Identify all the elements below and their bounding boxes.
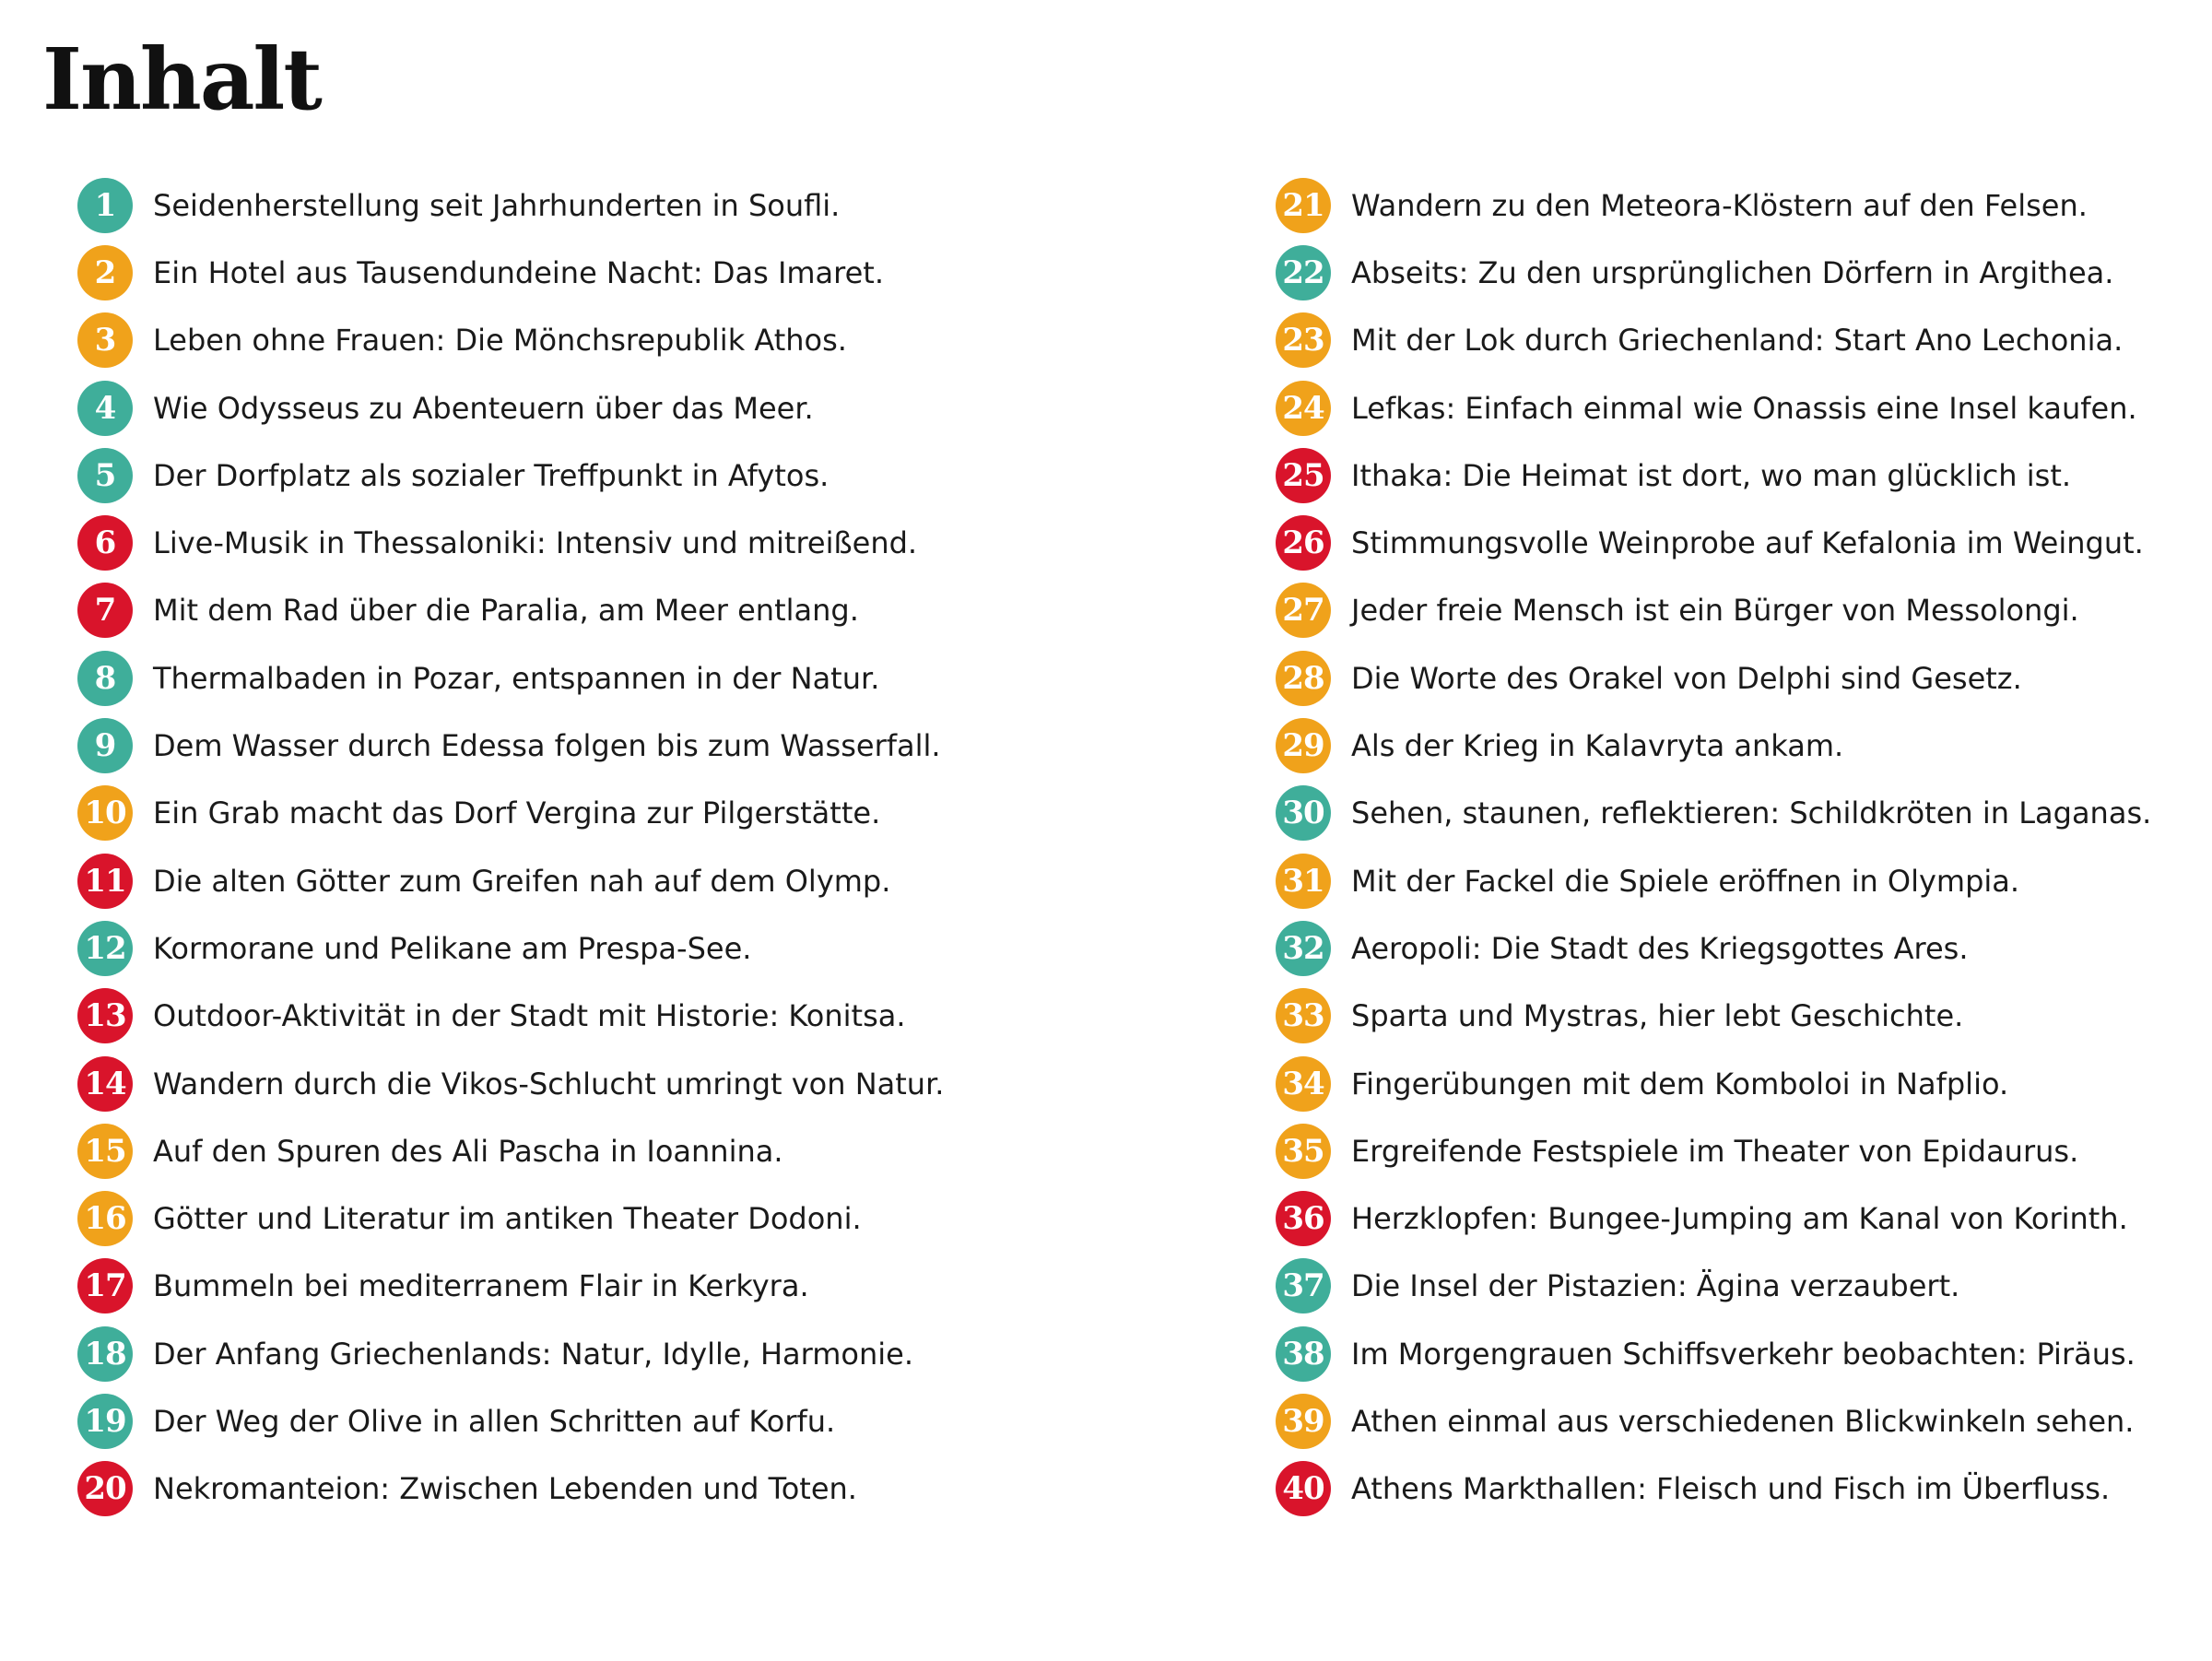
chapter-title: Outdoor-Aktivität in der Stadt mit Historie: Konitsa. xyxy=(153,998,906,1034)
toc-item-13[interactable] xyxy=(77,983,944,1050)
toc-item-20[interactable] xyxy=(77,1455,944,1523)
chapter-title: Thermalbaden in Pozar, entspannen in der Natur. xyxy=(153,660,880,696)
chapter-number-badge: 10 xyxy=(77,785,133,841)
toc-item-26[interactable] xyxy=(1276,509,2151,576)
chapter-title: Als der Krieg in Kalavryta ankam. xyxy=(1351,728,1844,764)
chapter-number-badge: 34 xyxy=(1276,1056,1331,1112)
chapter-title: Der Dorfplatz als sozialer Treffpunkt in Afytos. xyxy=(153,457,830,493)
chapter-title: Wandern durch die Vikos-Schlucht umringt von Natur. xyxy=(153,1066,945,1101)
toc-item-24[interactable] xyxy=(1276,374,2151,442)
chapter-number-badge: 40 xyxy=(1276,1461,1331,1516)
chapter-title: Ein Grab macht das Dorf Vergina zur Pilgerstätte. xyxy=(153,795,881,831)
chapter-title: Wie Odysseus zu Abenteuern über das Meer. xyxy=(153,390,814,426)
chapter-title: Abseits: Zu den ursprünglichen Dörfern in Argithea. xyxy=(1351,254,2114,290)
chapter-title: Götter und Literatur im antiken Theater Dodoni. xyxy=(153,1201,862,1237)
chapter-title: Auf den Spuren des Ali Pascha in Ioannina. xyxy=(153,1133,783,1169)
toc-item-22[interactable] xyxy=(1276,239,2151,306)
toc-item-10[interactable] xyxy=(77,780,944,847)
toc-item-14[interactable] xyxy=(77,1050,944,1117)
toc-item-19[interactable] xyxy=(77,1387,944,1455)
chapter-title: Bummeln bei mediterranem Flair in Kerkyra. xyxy=(153,1268,809,1304)
chapter-title: Aeropoli: Die Stadt des Kriegsgottes Ares. xyxy=(1351,930,1969,966)
chapter-number-badge: 27 xyxy=(1276,583,1331,638)
chapter-number-badge: 17 xyxy=(77,1258,133,1313)
chapter-number-badge: 23 xyxy=(1276,312,1331,368)
toc-item-21[interactable] xyxy=(1276,171,2151,239)
chapter-number-badge: 22 xyxy=(1276,245,1331,300)
chapter-number-badge: 38 xyxy=(1276,1326,1331,1382)
chapter-title: Lefkas: Einfach einmal wie Onassis eine Insel kaufen. xyxy=(1351,390,2137,426)
chapter-number-badge: 1 xyxy=(77,178,133,233)
chapter-title: Stimmungsvolle Weinprobe auf Kefalonia im Weingut. xyxy=(1351,525,2144,561)
toc-item-25[interactable] xyxy=(1276,442,2151,509)
toc-item-4[interactable] xyxy=(77,374,944,442)
toc-item-29[interactable] xyxy=(1276,712,2151,779)
chapter-number-badge: 25 xyxy=(1276,448,1331,503)
toc-item-16[interactable] xyxy=(77,1184,944,1252)
toc-item-31[interactable] xyxy=(1276,847,2151,914)
toc-item-11[interactable] xyxy=(77,847,944,914)
chapter-number-badge: 33 xyxy=(1276,988,1331,1043)
chapter-title: Kormorane und Pelikane am Prespa-See. xyxy=(153,930,752,966)
toc-item-17[interactable] xyxy=(77,1253,944,1320)
toc-item-18[interactable] xyxy=(77,1320,944,1387)
chapter-title: Die Insel der Pistazien: Ägina verzaubert. xyxy=(1351,1268,1960,1304)
chapter-title: Mit dem Rad über die Paralia, am Meer entlang. xyxy=(153,593,859,629)
chapter-number-badge: 3 xyxy=(77,312,133,368)
chapter-title: Ithaka: Die Heimat ist dort, wo man glücklich ist. xyxy=(1351,457,2072,493)
chapter-number-badge: 18 xyxy=(77,1326,133,1382)
toc-item-36[interactable] xyxy=(1276,1184,2151,1252)
toc-item-27[interactable] xyxy=(1276,577,2151,644)
chapter-number-badge: 4 xyxy=(77,381,133,436)
toc-item-30[interactable] xyxy=(1276,780,2151,847)
toc-column-right xyxy=(1276,171,2151,1523)
chapter-number-badge: 8 xyxy=(77,651,133,706)
toc-item-15[interactable] xyxy=(77,1117,944,1184)
chapter-number-badge: 5 xyxy=(77,448,133,503)
chapter-title: Herzklopfen: Bungee-Jumping am Kanal von Korinth. xyxy=(1351,1201,2128,1237)
chapter-number-badge: 35 xyxy=(1276,1124,1331,1179)
chapter-title: Mit der Fackel die Spiele eröffnen in Olympia. xyxy=(1351,863,2020,899)
page-title: Inhalt xyxy=(42,29,321,129)
toc-item-40[interactable] xyxy=(1276,1455,2151,1523)
chapter-number-badge: 16 xyxy=(77,1191,133,1246)
toc-item-1[interactable] xyxy=(77,171,944,239)
chapter-title: Ein Hotel aus Tausendundeine Nacht: Das Imaret. xyxy=(153,254,885,290)
chapter-title: Ergreifende Festspiele im Theater von Epidaurus. xyxy=(1351,1133,2079,1169)
chapter-title: Sehen, staunen, reflektieren: Schildkröten in Laganas. xyxy=(1351,795,2152,831)
chapter-title: Mit der Lok durch Griechenland: Start Ano Lechonia. xyxy=(1351,323,2124,359)
toc-column-left xyxy=(77,171,944,1523)
chapter-number-badge: 19 xyxy=(77,1394,133,1449)
chapter-title: Dem Wasser durch Edessa folgen bis zum Wasserfall. xyxy=(153,728,941,764)
chapter-number-badge: 7 xyxy=(77,583,133,638)
chapter-title: Athen einmal aus verschiedenen Blickwinkeln sehen. xyxy=(1351,1403,2135,1439)
toc-item-33[interactable] xyxy=(1276,983,2151,1050)
chapter-number-badge: 11 xyxy=(77,854,133,909)
chapter-title: Live-Musik in Thessaloniki: Intensiv und mitreißend. xyxy=(153,525,918,561)
chapter-title: Seidenherstellung seit Jahrhunderten in Soufli. xyxy=(153,187,841,223)
chapter-title: Wandern zu den Meteora-Klöstern auf den Felsen. xyxy=(1351,187,2088,223)
toc-item-7[interactable] xyxy=(77,577,944,644)
toc-item-39[interactable] xyxy=(1276,1387,2151,1455)
chapter-number-badge: 39 xyxy=(1276,1394,1331,1449)
chapter-title: Fingerübungen mit dem Komboloi in Nafplio. xyxy=(1351,1066,2009,1101)
toc-item-23[interactable] xyxy=(1276,307,2151,374)
chapter-number-badge: 13 xyxy=(77,988,133,1043)
chapter-number-badge: 31 xyxy=(1276,854,1331,909)
toc-item-6[interactable] xyxy=(77,509,944,576)
chapter-title: Die Worte des Orakel von Delphi sind Gesetz. xyxy=(1351,660,2022,696)
toc-item-37[interactable] xyxy=(1276,1253,2151,1320)
chapter-title: Jeder freie Mensch ist ein Bürger von Messolongi. xyxy=(1351,593,2079,629)
toc-item-38[interactable] xyxy=(1276,1320,2151,1387)
toc-item-28[interactable] xyxy=(1276,644,2151,712)
toc-item-3[interactable] xyxy=(77,307,944,374)
chapter-number-badge: 37 xyxy=(1276,1258,1331,1313)
chapter-title: Sparta und Mystras, hier lebt Geschichte. xyxy=(1351,998,1964,1034)
chapter-number-badge: 14 xyxy=(77,1056,133,1112)
chapter-number-badge: 32 xyxy=(1276,921,1331,976)
toc-item-35[interactable] xyxy=(1276,1117,2151,1184)
chapter-number-badge: 36 xyxy=(1276,1191,1331,1246)
chapter-number-badge: 15 xyxy=(77,1124,133,1179)
chapter-title: Nekromanteion: Zwischen Lebenden und Toten. xyxy=(153,1471,857,1507)
chapter-title: Die alten Götter zum Greifen nah auf dem Olymp. xyxy=(153,863,891,899)
toc-item-8[interactable] xyxy=(77,644,944,712)
chapter-title: Im Morgengrauen Schiffsverkehr beobachten: Piräus. xyxy=(1351,1336,2136,1372)
chapter-number-badge: 12 xyxy=(77,921,133,976)
chapter-number-badge: 24 xyxy=(1276,381,1331,436)
toc-item-34[interactable] xyxy=(1276,1050,2151,1117)
chapter-title: Leben ohne Frauen: Die Mönchsrepublik Athos. xyxy=(153,323,847,359)
chapter-number-badge: 21 xyxy=(1276,178,1331,233)
toc-item-32[interactable] xyxy=(1276,914,2151,982)
chapter-number-badge: 9 xyxy=(77,718,133,773)
toc-item-12[interactable] xyxy=(77,914,944,982)
chapter-number-badge: 2 xyxy=(77,245,133,300)
chapter-title: Athens Markthallen: Fleisch und Fisch im Überfluss. xyxy=(1351,1471,2111,1507)
toc-item-9[interactable] xyxy=(77,712,944,779)
chapter-number-badge: 20 xyxy=(77,1461,133,1516)
chapter-number-badge: 28 xyxy=(1276,651,1331,706)
chapter-number-badge: 26 xyxy=(1276,515,1331,571)
chapter-number-badge: 29 xyxy=(1276,718,1331,773)
chapter-title: Der Weg der Olive in allen Schritten auf Korfu. xyxy=(153,1403,836,1439)
chapter-number-badge: 6 xyxy=(77,515,133,571)
chapter-number-badge: 30 xyxy=(1276,785,1331,841)
toc-item-2[interactable] xyxy=(77,239,944,306)
toc-item-5[interactable] xyxy=(77,442,944,509)
chapter-title: Der Anfang Griechenlands: Natur, Idylle, Harmonie. xyxy=(153,1336,913,1372)
